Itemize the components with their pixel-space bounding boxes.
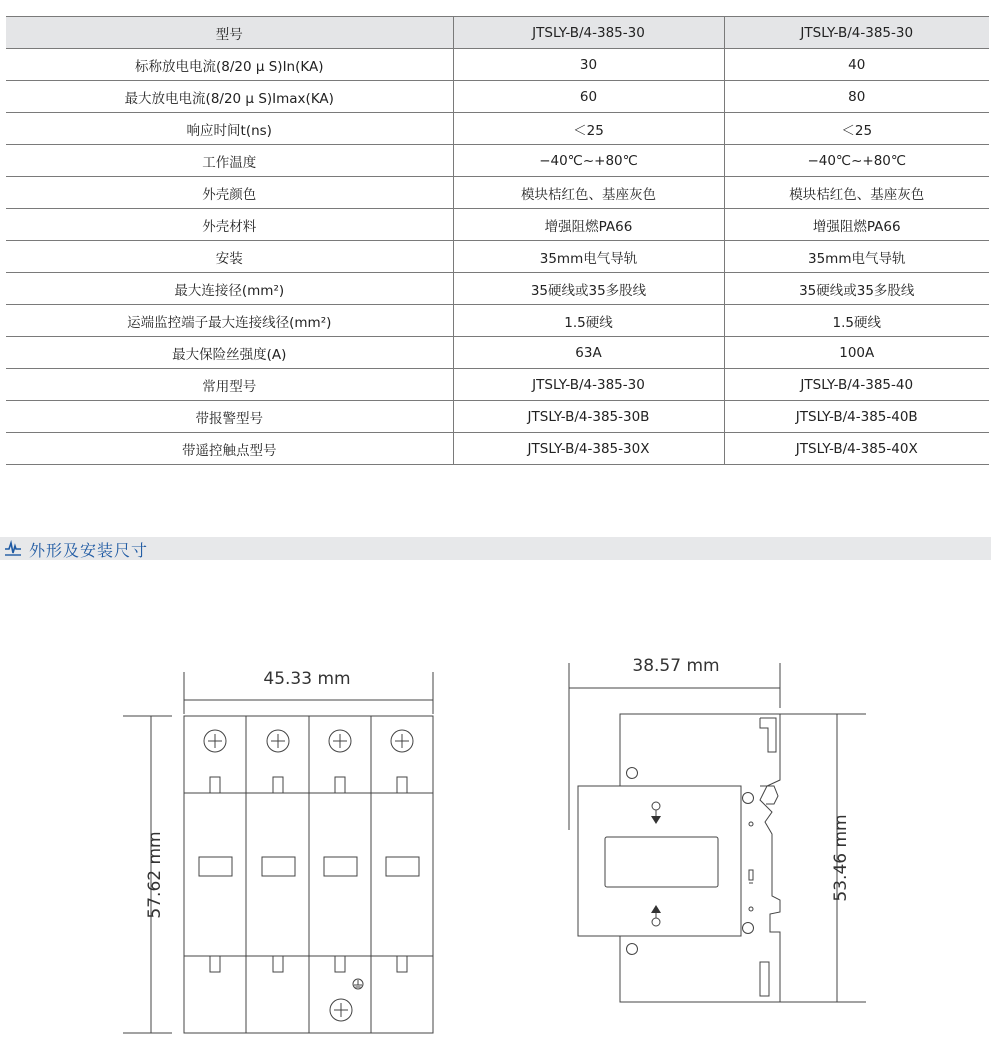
section-title: 外形及安装尺寸 (29, 541, 149, 560)
param-value-cell: JTSLY-B/4-385-40X (724, 433, 989, 465)
param-value-cell: 模块桔红色、基座灰色 (453, 177, 724, 209)
table-row (6, 369, 989, 401)
param-value-cell: −40℃~+80℃ (724, 145, 989, 177)
param-value-cell: 40 (724, 49, 989, 81)
table-row (6, 401, 989, 433)
ground-symbol-icon (353, 979, 363, 989)
param-name-cell: 安装 (6, 241, 453, 273)
param-name-cell: 外壳材料 (6, 209, 453, 241)
side-view (569, 663, 866, 1002)
param-name-cell: 带遥控触点型号 (6, 433, 453, 465)
param-value-cell: 1.5硬线 (453, 305, 724, 337)
table-row (6, 49, 989, 81)
terminal-screw-icon (204, 730, 226, 752)
table-header-row (6, 17, 989, 49)
param-name-cell: 最大放电电流(8/20 μ S)Imax(KA) (6, 81, 453, 113)
param-value-cell: −40℃~+80℃ (453, 145, 724, 177)
param-value-cell: 35mm电气导轨 (724, 241, 989, 273)
arrow-up-icon (652, 911, 660, 926)
param-value-cell: 35硬线或35多股线 (724, 273, 989, 305)
param-name-cell: 标称放电电流(8/20 μ S)In(KA) (6, 49, 453, 81)
terminal-screw-icon (267, 730, 289, 752)
param-name-cell: 带报警型号 (6, 401, 453, 433)
param-value-cell: 63A (453, 337, 724, 369)
param-value-cell: 30 (453, 49, 724, 81)
table-row (6, 209, 989, 241)
param-name-cell: 外壳颜色 (6, 177, 453, 209)
terminal-screw-icon (329, 730, 351, 752)
param-name-cell: 工作温度 (6, 145, 453, 177)
param-value-cell: 35硬线或35多股线 (453, 273, 724, 305)
param-value-cell: 增强阻燃PA66 (453, 209, 724, 241)
param-name-cell: 运端监控端子最大连接线径(mm²) (6, 305, 453, 337)
front-view (123, 672, 433, 1033)
terminal-screw-icon (391, 730, 413, 752)
front-height-label: 57.62 mm (145, 831, 165, 919)
table-header-cell: JTSLY-B/4-385-30 (453, 17, 724, 49)
param-name-cell: 最大保险丝强度(A) (6, 337, 453, 369)
table-row (6, 337, 989, 369)
param-value-cell: ＜25 (724, 113, 989, 145)
table-row (6, 305, 989, 337)
table-row (6, 145, 989, 177)
table-row (6, 81, 989, 113)
param-value-cell: 35mm电气导轨 (453, 241, 724, 273)
dimension-drawing (0, 600, 1000, 1057)
param-value-cell: JTSLY-B/4-385-30X (453, 433, 724, 465)
arrow-down-icon (652, 802, 660, 817)
param-value-cell: JTSLY-B/4-385-30B (453, 401, 724, 433)
table-header-cell: 型号 (6, 17, 453, 49)
param-value-cell: JTSLY-B/4-385-40B (724, 401, 989, 433)
table-row (6, 113, 989, 145)
pulse-wave-icon (4, 540, 22, 556)
side-width-label: 38.57 mm (632, 656, 720, 676)
param-name-cell: 最大连接径(mm²) (6, 273, 453, 305)
spec-table (6, 16, 989, 465)
param-value-cell: ＜25 (453, 113, 724, 145)
front-width-label: 45.33 mm (263, 669, 351, 689)
table-row (6, 241, 989, 273)
param-value-cell: 80 (724, 81, 989, 113)
table-row (6, 273, 989, 305)
ground-screw-icon (330, 999, 352, 1021)
table-row (6, 177, 989, 209)
table-row (6, 433, 989, 465)
param-value-cell: JTSLY-B/4-385-30 (453, 369, 724, 401)
section-header (0, 537, 991, 560)
table-header-cell: JTSLY-B/4-385-30 (724, 17, 989, 49)
param-value-cell: 1.5硬线 (724, 305, 989, 337)
param-value-cell: 增强阻燃PA66 (724, 209, 989, 241)
param-value-cell: 模块桔红色、基座灰色 (724, 177, 989, 209)
side-height-label: 53.46 mm (831, 814, 851, 902)
param-value-cell: 100A (724, 337, 989, 369)
param-value-cell: 60 (453, 81, 724, 113)
param-name-cell: 响应时间t(ns) (6, 113, 453, 145)
param-value-cell: JTSLY-B/4-385-40 (724, 369, 989, 401)
param-name-cell: 常用型号 (6, 369, 453, 401)
